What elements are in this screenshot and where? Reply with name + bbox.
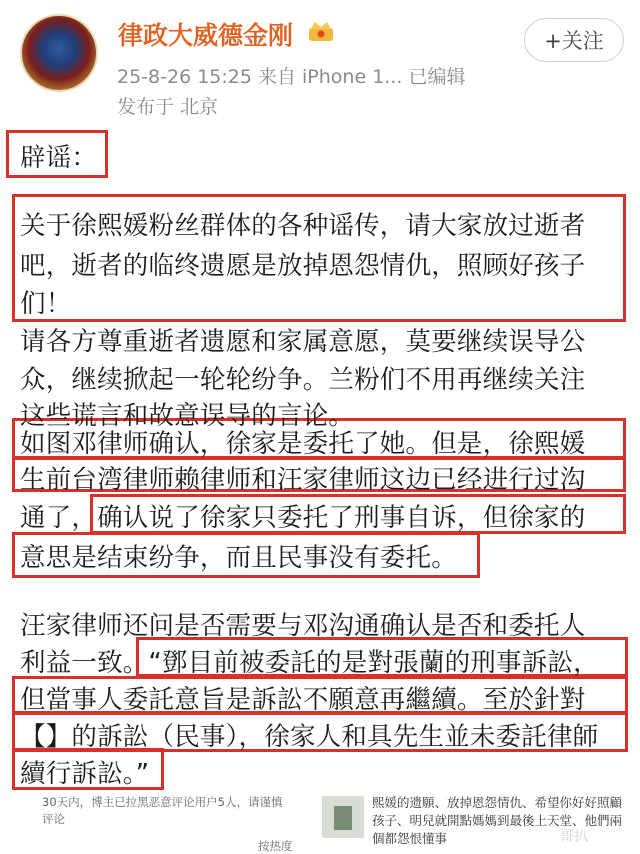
comment-note: 30天内，博主已拉黑恶意评论用户5人，请谨慎评论: [42, 795, 283, 826]
post-text-line: 如图邓律师确认，徐家是委托了她。但是，徐熙媛: [20, 429, 586, 459]
post-text-line: 通了，确认说了徐家只委托了刑事自诉，但徐家的: [20, 503, 586, 533]
crown-icon: [308, 20, 334, 42]
post-text-line: 这些谎言和故意误导的言论。: [20, 401, 355, 431]
watermark: 哥扒: [560, 829, 588, 845]
post-meta: 25-8-26 15:25 来自 iPhone 1... 已编辑: [117, 66, 466, 88]
username[interactable]: 律政大威德金刚: [118, 21, 294, 50]
follow-button[interactable]: +关注: [524, 18, 624, 62]
thumbnail-figure: [334, 806, 352, 830]
post-text-line: 请各方尊重逝者遗愿和家属意愿，莫要继续误导公: [20, 327, 586, 357]
sort-by-hot-button[interactable]: 按热度: [258, 839, 293, 853]
post-location: 发布于 北京: [117, 96, 219, 118]
post-text-line: 汪家律师还问是否需要与邓沟通确认是否和委托人: [20, 611, 586, 641]
post-text-line: 关于徐熙媛粉丝群体的各种谣传，请大家放过逝者: [20, 211, 586, 241]
post-text-line: 但當事人委託意旨是訴訟不願意再繼續。至於針對: [20, 685, 586, 715]
post-text-line: 众，继续掀起一轮轮纷争。兰粉们不用再继续关注: [20, 365, 586, 395]
post-text-line: 續行訴訟。”: [20, 759, 150, 789]
post-text-line: 们！: [20, 289, 72, 319]
post-text-line: 【】的訴訟（民事），徐家人和具先生並未委託律師: [20, 722, 599, 752]
post-text-line: 吧，逝者的临终遗愿是放掉恩怨情仇，照顾好孩子: [20, 251, 586, 281]
post-text-line: 辟谣：: [20, 143, 98, 173]
post-text-line: 利益一致。“鄧目前被委託的是對張蘭的刑事訴訟，: [20, 648, 599, 678]
post-text-line: 生前台湾律师赖律师和汪家律师这边已经进行过沟: [20, 465, 586, 495]
avatar[interactable]: [20, 14, 98, 92]
post-text-line: 意思是结束纷争，而且民事没有委托。: [20, 543, 457, 573]
quoted-comment: 熙媛的遗願、放掉恩怨情仇、希望你好好照顧孩子、明兒就開點媽媽到最後上天堂、他們兩個都怨恨懂事: [372, 795, 623, 846]
